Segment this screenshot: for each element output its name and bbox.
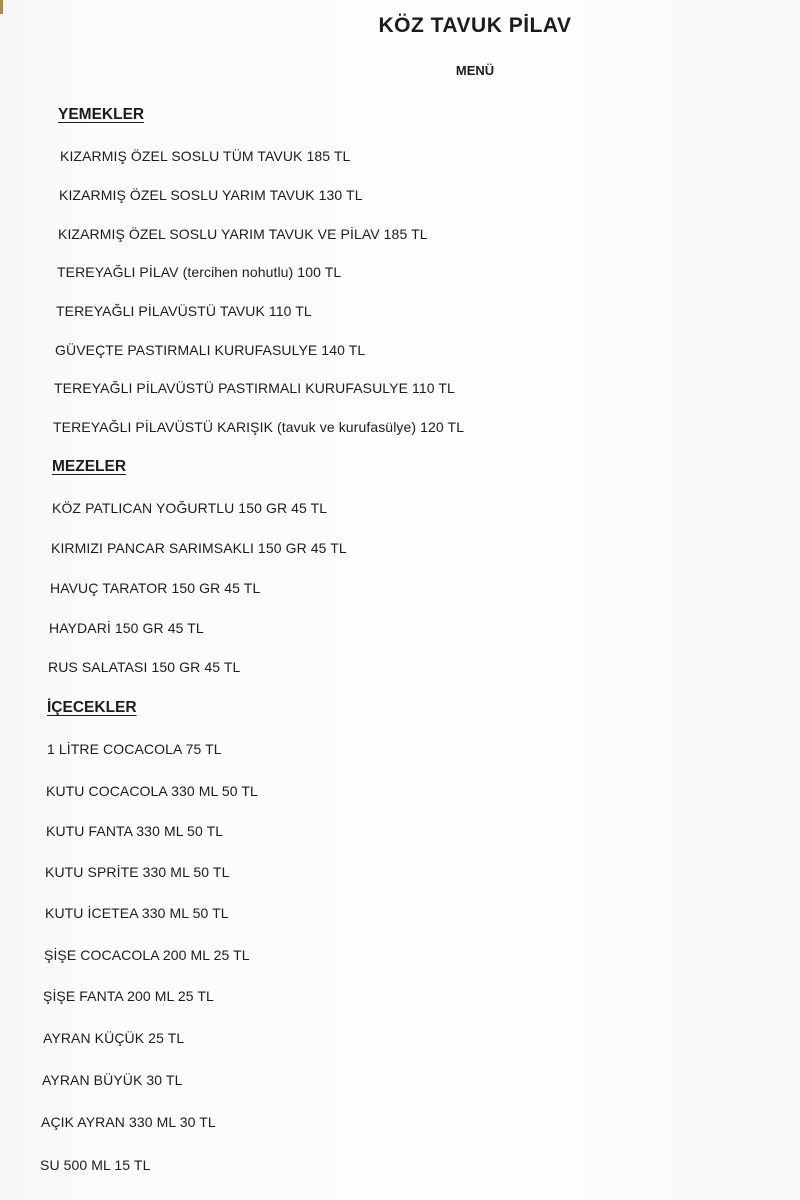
menu-item: ŞİŞE COCACOLA 200 ML 25 TL <box>44 947 250 963</box>
section-heading-mezeler: MEZELER <box>52 458 127 475</box>
restaurant-title: KÖZ TAVUK PİLAV <box>378 14 572 37</box>
menu-item: TEREYAĞLI PİLAVÜSTÜ PASTIRMALI KURUFASULYE 110 TL <box>54 380 455 396</box>
menu-item: GÜVEÇTE PASTIRMALI KURUFASULYE 140 TL <box>55 342 366 358</box>
menu-item: KUTU İCETEA 330 ML 50 TL <box>45 905 229 921</box>
menu-item: TEREYAĞLI PİLAV (tercihen nohutlu) 100 TL <box>57 264 342 280</box>
section-heading-yemekler: YEMEKLER <box>58 106 145 123</box>
menu-item: KÖZ PATLICAN YOĞURTLU 150 GR 45 TL <box>52 500 328 516</box>
section-heading-icecekler: İÇECEKLER <box>47 699 137 716</box>
paper-edge-mark <box>0 0 3 14</box>
menu-item: RUS SALATASI 150 GR 45 TL <box>48 659 241 675</box>
menu-item: TEREYAĞLI PİLAVÜSTÜ TAVUK 110 TL <box>56 303 312 319</box>
menu-item: TEREYAĞLI PİLAVÜSTÜ KARIŞIK (tavuk ve kurufasülye) 120 TL <box>53 419 465 435</box>
menu-item: AYRAN BÜYÜK 30 TL <box>42 1072 183 1088</box>
menu-subtitle: MENÜ <box>455 63 495 78</box>
menu-item: SU 500 ML 15 TL <box>40 1157 151 1173</box>
menu-item: 1 LİTRE COCACOLA 75 TL <box>47 741 222 757</box>
menu-item: HAVUÇ TARATOR 150 GR 45 TL <box>50 580 261 596</box>
menu-item: KIRMIZI PANCAR SARIMSAKLI 150 GR 45 TL <box>51 540 347 556</box>
menu-item: KIZARMIŞ ÖZEL SOSLU TÜM TAVUK 185 TL <box>60 148 351 164</box>
menu-item: AYRAN KÜÇÜK 25 TL <box>43 1030 185 1046</box>
menu-item: KIZARMIŞ ÖZEL SOSLU YARIM TAVUK 130 TL <box>59 187 363 203</box>
menu-item: KUTU FANTA 330 ML 50 TL <box>46 823 224 839</box>
menu-item: KIZARMIŞ ÖZEL SOSLU YARIM TAVUK VE PİLAV 185 TL <box>58 226 428 242</box>
menu-item: KUTU SPRİTE 330 ML 50 TL <box>45 864 230 880</box>
menu-item: HAYDARİ 150 GR 45 TL <box>49 620 204 636</box>
menu-item: KUTU COCACOLA 330 ML 50 TL <box>46 783 258 799</box>
menu-item: ŞİŞE FANTA 200 ML 25 TL <box>43 988 214 1004</box>
menu-item: AÇIK AYRAN 330 ML 30 TL <box>41 1114 216 1130</box>
